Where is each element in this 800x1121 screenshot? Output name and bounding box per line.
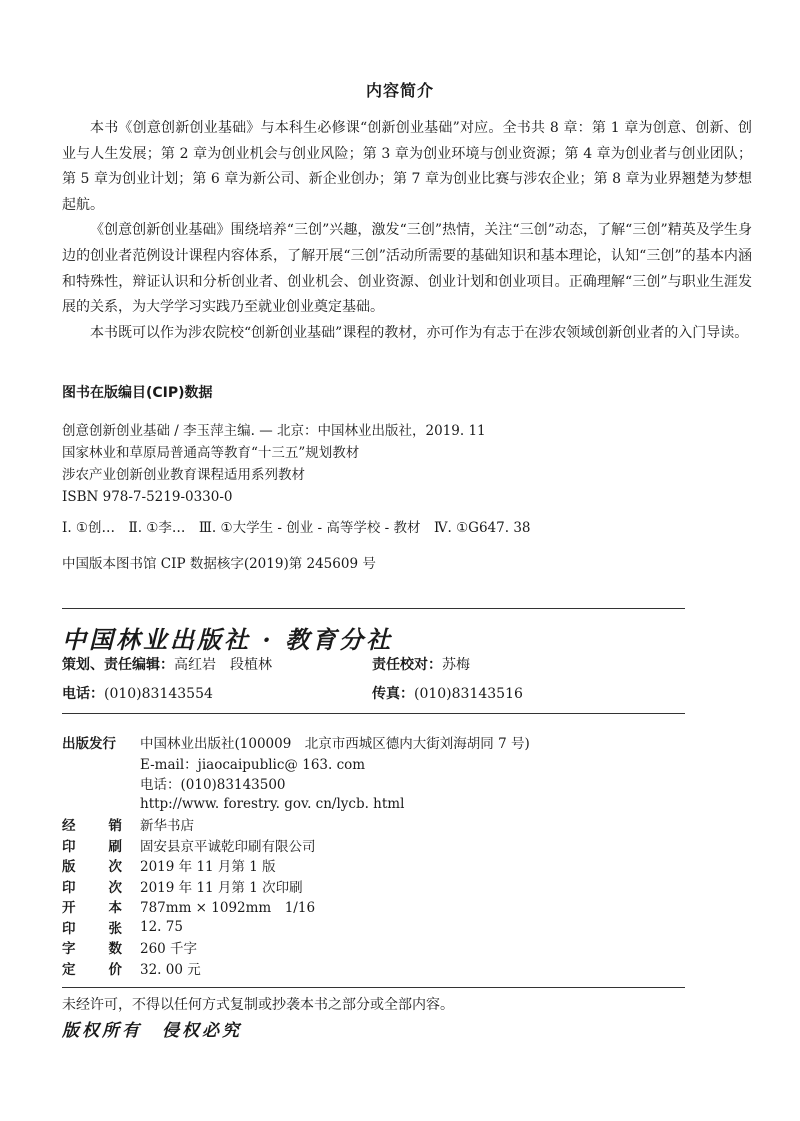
cip-line-series-1: 国家林业和草原局普通高等教育“十三五”规划教材 [62,445,360,461]
pub-detail-value: 2019 年 11 月第 1 次印刷 [140,879,303,896]
pub-detail-label: 印 刷 [62,838,122,855]
pub-detail-row [62,814,752,835]
cip-classification: Ⅰ. ①创… Ⅱ. ①李… Ⅲ. ①大学生 - 创业 - 高等学校 - 教材 Ⅳ. ①G647. 38 [62,520,531,536]
cip-line-isbn: ISBN 978-7-5219-0330-0 [62,489,233,505]
cip-number: 中国版本图书馆 CIP 数据核字(2019)第 245609 号 [62,556,376,572]
pub-row-phone [62,773,752,794]
press-name: 中国林业出版社 · 教育分社 [62,625,394,654]
pub-detail-row [62,937,752,958]
pub-detail-label: 印 次 [62,879,122,896]
divider-bottom [62,987,685,988]
pub-detail-value: 2019 年 11 月第 1 版 [140,859,276,876]
cip-line-series-2: 涉农产业创新创业教育课程适用系列教材 [62,467,305,483]
copy-notice: 未经许可，不得以任何方式复制或抄袭本书之部分或全部内容。 [62,997,454,1013]
summary-title: 内容简介 [365,81,434,100]
pub-detail-rows [62,814,752,978]
pub-detail-row [62,917,752,938]
pub-url: http://www. forestry. gov. cn/lycb. html [140,795,405,812]
summary-body [62,116,752,346]
pub-detail-value: 787mm × 1092mm 1/16 [140,900,316,917]
pub-row-url [62,794,752,815]
fax-label: 传真： [372,686,414,702]
pub-phone: 电话：(010)83143500 [140,777,286,794]
pub-detail-row [62,958,752,979]
cip-line-title: 创意创新创业基础 / 李玉萍主编. — 北京：中国林业出版社，2019. 11 [62,423,486,439]
proofreader-label: 责任校对： [372,657,442,673]
pub-detail-value: 新华书店 [140,818,194,835]
pub-detail-row [62,835,752,856]
publication-info [62,732,752,978]
pub-detail-label: 经 销 [62,818,122,835]
divider-middle [62,713,685,714]
pub-detail-row [62,896,752,917]
pub-detail-value: 12. 75 [140,918,183,935]
summary-paragraph: 本书既可以作为涉农院校“创新创业基础”课程的教材，亦可作为有志于在涉农领域创新创业者的入门导读。 [90,324,749,341]
editor-value: 高红岩 段植林 [174,657,272,673]
cip-heading: 图书在版编目(CIP)数据 [62,385,213,401]
pub-detail-label: 印 张 [62,920,122,937]
pub-row-email [62,753,752,774]
pub-detail-label: 定 价 [62,961,122,978]
pub-detail-value: 固安县京平诚乾印刷有限公司 [140,838,316,855]
fax-value: (010)83143516 [414,686,523,702]
phone-row [62,683,685,703]
pub-detail-row [62,876,752,897]
proofreader-value: 苏梅 [442,657,470,673]
editor-row [62,654,685,674]
proofreader [372,654,470,674]
pub-detail-value: 260 千字 [140,941,198,958]
pub-email: E-mail：jiaocaipublic@ 163. com [140,756,366,773]
pub-detail-label: 版 次 [62,859,122,876]
rights-reserved: 版权所有 侵权必究 [62,1021,242,1041]
pub-detail-row [62,855,752,876]
pub-row-distribution [62,732,752,753]
pub-detail-label: 开 本 [62,900,122,917]
summary-paragraph: 《创意创新创业基础》围绕培养“三创”兴趣，激发“三创”热情，关注“三创”动态，了解“三创”精英及学生身边的创业者范例设计课程内容体系，了解开展“三创”活动所需要的基础知识和基本理论，认知“三创”的基本内涵和特殊性，辩证认识和分析创业者、创业机会、创业资源、创业计划和创业项目。正确理解“三创”与职业生涯发展的关系，为大学学习实践乃至就业创业奠定基础。 [62,222,752,316]
editor-label: 策划、责任编辑： [62,657,174,673]
phone-value: (010)83143554 [104,686,213,702]
pub-value: 中国林业出版社(100009 北京市西城区德内大街刘海胡同 7 号) [140,736,530,753]
fax [372,683,523,703]
cip-record [62,420,752,508]
divider-top [62,608,685,609]
pub-label: 出版发行 [62,736,116,753]
phone-label: 电话： [62,686,104,702]
summary-paragraph: 本书《创意创新创业基础》与本科生必修课“创新创业基础”对应。全书共 8 章：第 1 章为创意、创新、创业与人生发展；第 2 章为创业机会与创业风险；第 3 章为创业环境与创业资源；第 4 章为创业者与创业团队；第 5 章为创业计划；第 6 章为新公司、新企业创办；第 7 章为创业比赛与涉农企业；第 8 章为业界翘楚为梦想起航。 [62,120,752,213]
pub-detail-label: 字 数 [62,941,122,958]
pub-detail-value: 32. 00 元 [140,961,201,978]
